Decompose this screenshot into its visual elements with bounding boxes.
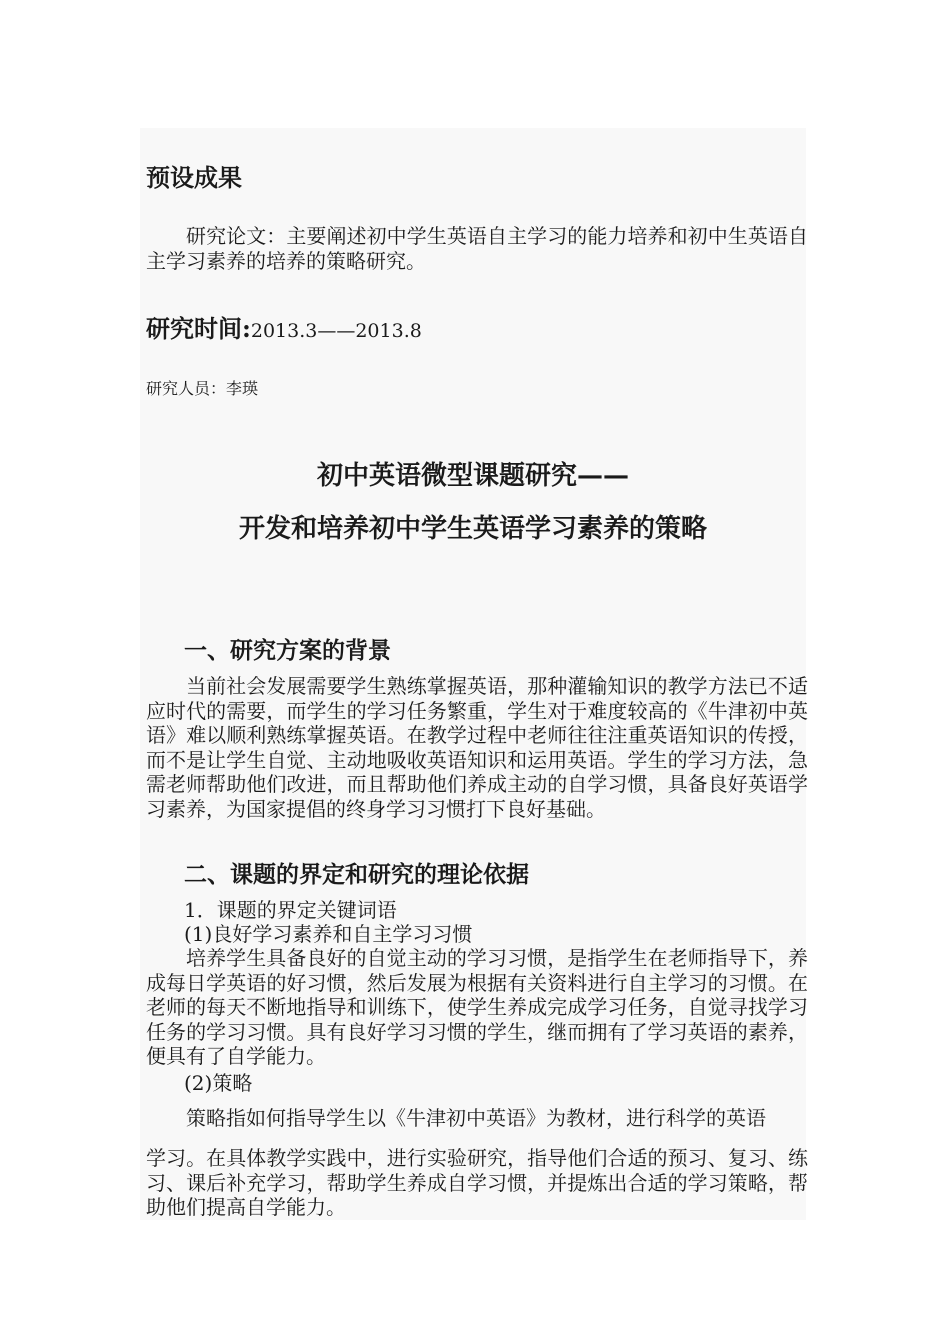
- researcher-line: [146, 376, 258, 399]
- item-1-title: (1)良好学习素养和自主学习习惯: [184, 922, 473, 946]
- research-time-separator: :: [242, 314, 251, 343]
- document-title-line-1: 初中英语微型课题研究——: [316, 461, 629, 491]
- subsection-1-title: 1．课题的界定关键词语: [184, 898, 397, 922]
- item-2-body: 学习。在具体教学实践中，进行实验研究，指导他们合适的预习、复习、练习、课后补充学习，帮助学生养成自学习惯，并提炼出合适的学习策略，帮助他们提高自学能力。: [146, 1146, 808, 1219]
- item-1-body: 培养学生具备良好的自觉主动的学习习惯，是指学生在老师指导下，养成每日学英语的好习惯，然后发展为根据有关资料进行自主学习的习惯。在老师的每天不断地指导和训练下，使学生养成完成学习任务，自觉寻找学习任务的学习习惯。具有良好学习习惯的学生，继而拥有了学习英语的素养，便具有了自学能力。: [146, 946, 808, 1068]
- researcher-name: 李瑛: [226, 379, 259, 398]
- item-2-title: (2)策略: [184, 1071, 253, 1095]
- section-1-body: 当前社会发展需要学生熟练掌握英语，那种灌输知识的教学方法已不适应时代的需要，而学生的学习任务繁重，学生对于难度较高的《牛津初中英语》难以顺利熟练掌握英语。在教学过程中老师往往注重英语知识的传授，而不是让学生自觉、主动地吸收英语知识和运用英语。学生的学习方法，急需老师帮助他们改进，而且帮助他们养成主动的自学习惯，具备良好英语学习素养，为国家提倡的终身学习习惯打下良好基础。: [146, 674, 808, 821]
- document-title-line-2: 开发和培养初中学生英语学习素养的策略: [238, 514, 707, 544]
- research-time-value: 2013.3——2013.8: [250, 320, 422, 342]
- section-2-heading: 二、课题的界定和研究的理论依据: [184, 861, 529, 888]
- preset-results-heading: 预设成果: [146, 163, 242, 192]
- item-2-first-line: 策略指如何指导学生以《牛津初中英语》为教材，进行科学的英语: [186, 1106, 766, 1130]
- section-1-heading: 一、研究方案的背景: [184, 637, 391, 664]
- researcher-label: 研究人员：: [146, 379, 227, 398]
- research-time-line: [146, 309, 422, 344]
- research-time-label: 研究时间: [146, 314, 242, 343]
- research-paper-description: 研究论文：主要阐述初中学生英语自主学习的能力培养和初中生英语自主学习素养的培养的策略研究。: [146, 224, 808, 273]
